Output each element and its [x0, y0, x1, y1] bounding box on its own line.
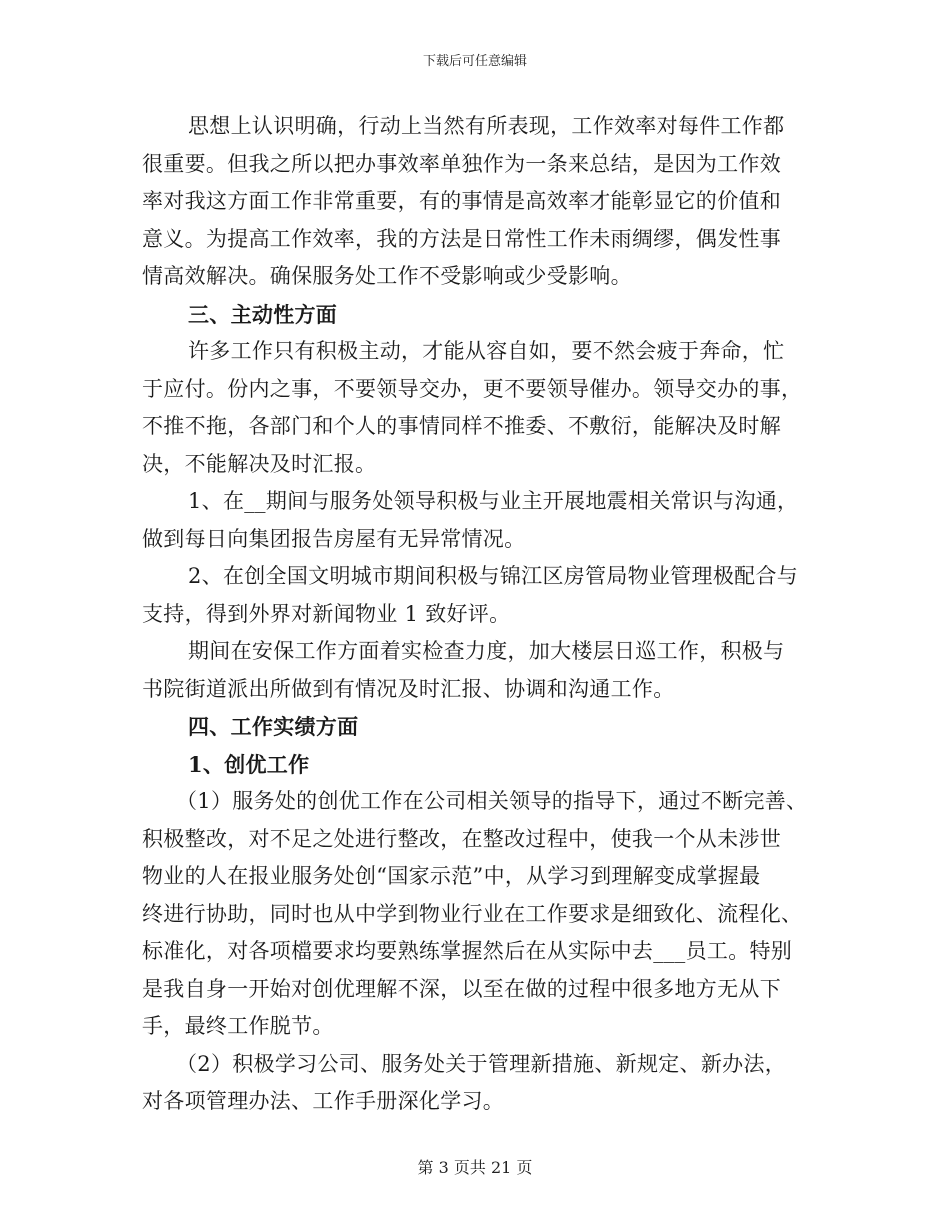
paragraph — [142, 108, 812, 296]
text-line: 支持，得到外界对新闻物业 1 致好评。 — [142, 601, 511, 626]
document-body — [142, 108, 812, 1121]
page-header: 下载后可任意编辑 — [422, 54, 527, 69]
text-line: 三、主动性方面 — [188, 301, 338, 327]
text-line: 2、在创全国文明城市期间积极与锦江区房管局物业管理极配合与 — [188, 564, 799, 588]
text-line: 1、在__期间与服务处领导积极与业主开展地震相关常识与沟通， — [188, 489, 799, 513]
paragraph — [142, 783, 812, 1046]
text-line: 物业的人在报业服务处创“国家示范”中，从学习到理解变成掌握最 — [142, 864, 761, 888]
text-line: 许多工作只有积极主动，才能从容自如，要不然会疲于奔命，忙 — [188, 339, 785, 363]
section-heading — [142, 708, 812, 746]
text-line: 于应付。份内之事，不要领导交办，更不要领导催办。领导交办的事， — [142, 376, 803, 401]
text-line: 标准化，对各项檔要求均要熟练掌握然后在从实际中去___员工。特别 — [142, 939, 793, 963]
text-line: 很重要。但我之所以把办事效率单独作为一条来总结，是因为工作效 — [142, 151, 781, 176]
paragraph — [142, 633, 812, 708]
text-line: 率对我这方面工作非常重要，有的事情是高效率才能彰显它的价值和 — [142, 189, 781, 213]
paragraph — [142, 1046, 812, 1121]
text-line: 意义。为提高工作效率，我的方法是日常性工作未雨绸缪，偶发性事 — [142, 226, 781, 251]
text-line: 决，不能解决及时汇报。 — [142, 451, 377, 476]
text-line: 1、创优工作 — [188, 751, 310, 777]
text-line: 不推不拖，各部门和个人的事情同样不推委、不敷衍，能解决及时解 — [142, 414, 781, 438]
text-line: （2）积极学习公司、服务处关于管理新措施、新规定、新办法， — [176, 1051, 787, 1076]
paragraph — [142, 558, 812, 633]
text-line: 手，最终工作脱节。 — [142, 1014, 334, 1038]
text-line: 终进行协助，同时也从中学到物业行业在工作要求是细致化、流程化、 — [142, 901, 803, 926]
text-line: 书院街道派出所做到有情况及时汇报、协调和沟通工作。 — [142, 676, 675, 701]
text-line: 做到每日向集团报告房屋有无异常情况。 — [142, 526, 526, 551]
section-heading — [142, 296, 812, 334]
text-line: 思想上认识明确，行动上当然有所表现，工作效率对每件工作都 — [188, 114, 785, 138]
text-line: 对各项管理办法、工作手册深化学习。 — [142, 1089, 505, 1113]
paragraph — [142, 483, 812, 558]
text-line: 是我自身一开始对创优理解不深，以至在做的过程中很多地方无从下 — [142, 976, 781, 1001]
paragraph — [142, 333, 812, 483]
text-line: 期间在安保工作方面着实检查力度，加大楼层日巡工作，积极与 — [188, 639, 785, 663]
page-footer: 第 3 页共 21 页 — [417, 1158, 533, 1177]
text-line: 积极整改，对不足之处进行整改，在整改过程中，使我一个从未涉世 — [142, 826, 781, 851]
text-line: 四、工作实绩方面 — [188, 714, 359, 739]
section-heading — [142, 746, 812, 784]
text-line: 情高效解决。确保服务处工作不受影响或少受影响。 — [142, 264, 632, 288]
text-line: （1）服务处的创优工作在公司相关领导的指导下，通过不断完善、 — [176, 789, 808, 813]
